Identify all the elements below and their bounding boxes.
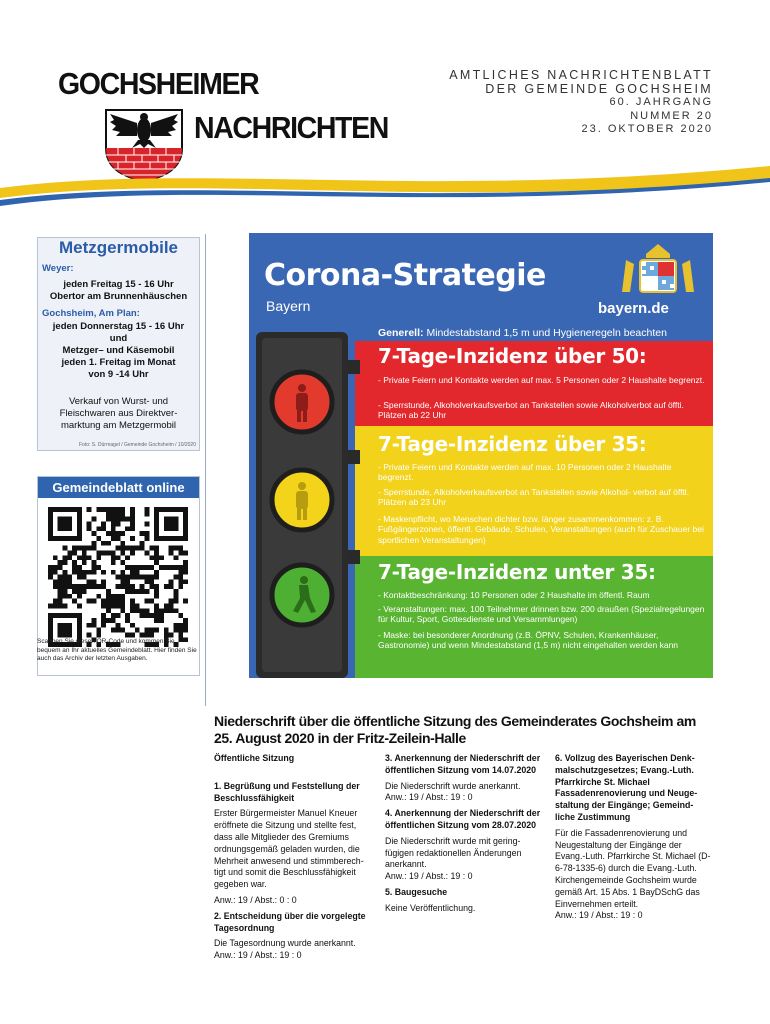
yellow-heading: 7-Tage-Inzidenz über 35: [378, 432, 647, 456]
traffic-light-icon [252, 330, 368, 678]
vote-item-4: Anw.: 19 / Abst.: 19 : 0 [385, 871, 473, 882]
text-item-2: Die Tagesordnung wurde anerkannt. [214, 938, 356, 949]
poster-title: Corona-Strategie [264, 258, 546, 293]
gochsheim-and: und [109, 333, 128, 344]
cheese-mobile: Metzger– und Käsemobil [62, 345, 175, 356]
text-item-3: Die Niederschrift wurde anerkannt. [385, 780, 521, 791]
sale-line1: Verkauf von Wurst- und [68, 396, 169, 407]
text-item-5: Keine Veröffentlichung. [385, 902, 476, 913]
heading-item-5: 5. Baugesuche [385, 886, 448, 897]
text-item-6: Für die Fassadenrenovierung und Neugestaltung der Eingänge der Evang.-Luth. Pfarrkirche St. Michael (D-6-78-1335-6) durch die Evang.-Luth. Kirchengemeinde Gochsheim wurde gemäß Art. 15 Abs. 1 BayDSchG das Einvernehmen erteilt. [555, 827, 711, 909]
header-wave [0, 160, 770, 220]
yellow-rule-1: - Private Feiern und Kontakte werden auf max. 10 Personen oder 2 Haushalte begrenzt. [378, 462, 672, 483]
text-item-4: Die Niederschrift wurde mit gering- fügigen redaktionellen Änderungen anerkannt. [385, 835, 522, 870]
vote-item-3: Anw.: 19 / Abst.: 19 : 0 [385, 792, 473, 803]
article-column-2 [385, 753, 542, 919]
article-column-3 [555, 753, 712, 926]
vote-item-1: Anw.: 19 / Abst.: 0 : 0 [214, 894, 297, 905]
general-text: Mindestabstand 1,5 m und Hygieneregeln beachten [423, 327, 667, 339]
photo-credit: Foto: S. Dürrnagel / Gemeinde Gochsheim / 10/2020 [78, 442, 196, 448]
vote-item-6: Anw.: 19 / Abst.: 19 : 0 [555, 910, 643, 921]
heading-item-1: 1. Begrüßung und Feststellung der Beschlussfähigkeit [214, 780, 360, 803]
newspaper-title-line1: GOCHSHEIMER [58, 66, 259, 101]
heading-item-2: 2. Entscheidung über die vorgelegte Tagesordnung [214, 910, 366, 933]
qr-code-icon[interactable] [48, 507, 188, 647]
heading-public-session: Öffentliche Sitzung [214, 753, 295, 763]
red-rule-2: - Sperrstunde, Alkoholverkaufsverbot an Tankstellen sowie Alkoholverbot auf öffti. Plätzen ab 22 Uhr [378, 400, 684, 421]
green-rule-2: - Veranstaltungen: max. 100 Teilnehmer drinnen bzw. 200 draußen (Spezialregelungen für Kultur, Sport, Gottesdienste und Versammlungen) [378, 604, 705, 625]
meta-date: 23. OKTOBER 2020 [581, 123, 713, 135]
meta-volume: 60. JAHRGANG [609, 96, 713, 108]
article-column-1 [214, 753, 371, 966]
qr-caption: Scannen Sie diesen QR-Code und kommen Sie bequem an Ihr aktuelles Gemeindeblatt. Hier finden Sie auch das Archiv der letzten Ausgaben. [37, 638, 197, 662]
gochsheim-time: jeden Donnerstag 15 - 16 Uhr [52, 321, 185, 332]
red-rule-1: - Private Feiern und Kontakte werden auf max. 5 Personen oder 2 Haushalte begrenzt. [378, 375, 705, 385]
heading-item-4: 4. Anerkennung der Niederschrift der öffentlichen Sitzung vom 28.07.2020 [385, 808, 541, 830]
poster-general-rule [378, 327, 667, 339]
yellow-rule-2: - Sperrstunde, Alkoholverkaufsverbot an Tankstellen sowie Alkohol- verbot auf öfftl. Plätzen ab 23 Uhr [378, 487, 690, 508]
metzgermobile-title: Metzgermobile [58, 238, 179, 257]
cheese-schedule: jeden 1. Freitag im Monat [61, 357, 176, 368]
location-gochsheim: Gochsheim, Am Plan: [42, 308, 140, 319]
sale-line2: Fleischwaren aus Direktver- [59, 408, 178, 419]
meta-line1: AMTLICHES NACHRICHTENBLATT [449, 68, 713, 82]
poster-url: bayern.de [598, 300, 669, 317]
green-heading: 7-Tage-Inzidenz unter 35: [378, 560, 656, 584]
weyer-time: jeden Freitag 15 - 16 Uhr [63, 279, 174, 290]
meta-number: NUMMER 20 [630, 109, 713, 122]
bavarian-coat-of-arms-icon [616, 242, 700, 294]
red-heading: 7-Tage-Inzidenz über 50: [378, 344, 647, 368]
metzgermobile-box [37, 237, 200, 451]
heading-item-6: 6. Vollzug des Bayerischen Denk- malschutzgesetzes; Evang.-Luth. Pfarrkirche St. Michael Fassadenrenovierung und Neuge- staltung der Eingänge; Gemeind- liche Zustimmung [555, 753, 698, 822]
general-label: Generell: [378, 327, 424, 339]
weyer-place: Obertor am Brunnenhäuschen [49, 291, 188, 302]
meta-line2: DER GEMEINDE GOCHSHEIM [485, 81, 713, 96]
text-item-1: Erster Bürgermeister Manuel Kneuer eröffnete die Sitzung und stellte fest, dass alle Mitglieder des Gremiums ordnungsgemäß geladen wurden, die Mehrheit anwesend und stimmberech- tigt und somit die Beschlussfähigkeit gegeben war. [214, 808, 364, 890]
green-rule-1: - Kontaktbeschränkung: 10 Personen oder 2 Haushalte im öffentl. Raum [378, 590, 650, 600]
newspaper-title-line2: NACHRICHTEN [194, 110, 388, 145]
heading-item-3: 3. Anerkennung der Niederschrift der öffentlichen Sitzung vom 14.07.2020 [385, 753, 541, 775]
green-rule-3: - Maske: bei besonderer Anordnung (z.B. ÖPNV, Schulen, Krankenhäuser, Gastronomie) und wenn Mindestabstand (1,5 m) nicht eingehalten werden kann [378, 630, 679, 651]
yellow-rule-3: - Maskenpflicht, wo Menschen dichter bzw. länger zusammenkommen: z. B. Fußgängerzonen, öffentl. Gebäude, Schulen, Veranstaltungen (auch für Zuschauer bei sportlichen Veranstaltungen) [378, 514, 704, 545]
online-title: Gemeindeblatt online [38, 477, 199, 498]
article-title: Niederschrift über die öffentliche Sitzung des Gemeinderates Gochsheim am 25. August 2020 in der Fritz-Zeilein-Halle [214, 713, 696, 746]
column-divider [205, 234, 206, 706]
poster-subtitle: Bayern [266, 298, 311, 314]
location-weyer: Weyer: [42, 263, 74, 274]
sale-line3: marktung am Metzgermobil [60, 420, 177, 431]
cheese-time: von 9 -14 Uhr [88, 369, 149, 380]
vote-item-2: Anw.: 19 / Abst.: 19 : 0 [214, 950, 302, 961]
